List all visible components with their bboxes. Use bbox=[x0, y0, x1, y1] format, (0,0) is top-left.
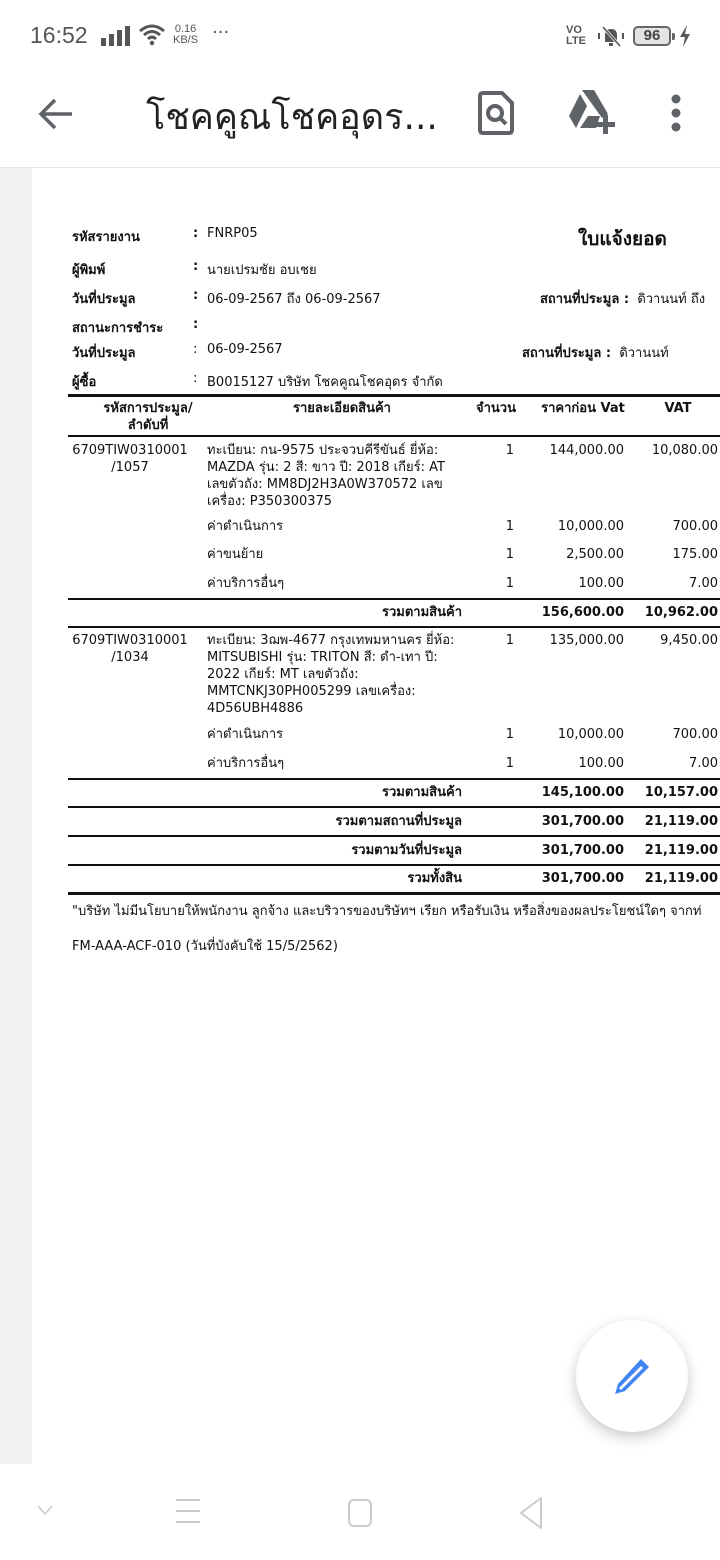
group-rule bbox=[68, 626, 720, 628]
item-vat: 175.00 bbox=[672, 547, 718, 562]
grand-total-vat: 21,119.00 bbox=[644, 871, 718, 886]
item-description: ค่าดำเนินการ bbox=[207, 727, 284, 742]
total-rule bbox=[68, 864, 720, 866]
item-description: ทะเบียน: 3ฌพ-4677 กรุงเทพมหานคร ยี่ห้อ: MITSUBISHI รุ่น: TRITON สี: ดำ-เทา ปี: 2022 เกียร์: MT เลขตัวถัง: MMTCNKJ30PH005299 เลขเครื่อง: 4D56UBH4886 bbox=[207, 633, 455, 716]
item-price: 144,000.00 bbox=[549, 443, 624, 458]
header-code-line2: ลำดับที่ bbox=[127, 418, 169, 433]
network-speed bbox=[173, 24, 198, 46]
edit-pencil-icon bbox=[610, 1354, 654, 1398]
field-label: ผู้พิมพ์ bbox=[72, 263, 106, 278]
item-price: 10,000.00 bbox=[557, 519, 624, 534]
header-price-before-vat: ราคาก่อน Vat bbox=[541, 401, 625, 416]
field-label: สถานที่ประมูล : bbox=[540, 292, 630, 307]
network-speed-unit: KB/S bbox=[173, 34, 199, 46]
signal-icon bbox=[101, 26, 131, 46]
field-label: วันที่ประมูล bbox=[72, 292, 136, 307]
network-speed-value: 0.16 bbox=[174, 23, 197, 35]
subtotal-vat: 10,962.00 bbox=[644, 605, 718, 620]
auction-code bbox=[72, 442, 188, 476]
field-colon: : bbox=[193, 317, 199, 332]
page-gutter bbox=[0, 168, 32, 1464]
status-bar bbox=[0, 0, 720, 70]
field-colon: : bbox=[193, 371, 198, 386]
document-page[interactable] bbox=[32, 168, 720, 1464]
field-label: สถานะการชำระ bbox=[72, 321, 164, 336]
item-quantity: 1 bbox=[505, 519, 514, 534]
field-label: รหัสรายงาน bbox=[72, 230, 140, 245]
item-vat: 700.00 bbox=[672, 727, 718, 742]
auction-code-line1: 6709TIW0310001 bbox=[72, 633, 188, 648]
auction-code-line1: 6709TIW0310001 bbox=[72, 443, 188, 458]
system-nav-bar bbox=[0, 1464, 720, 1560]
field-value: 06-09-2567 bbox=[207, 342, 283, 357]
item-vat: 700.00 bbox=[672, 519, 718, 534]
header-quantity: จำนวน bbox=[476, 401, 516, 416]
app-bar bbox=[0, 70, 720, 168]
subtotal-price: 156,600.00 bbox=[541, 605, 624, 620]
field-value: 06-09-2567 ถึง 06-09-2567 bbox=[207, 292, 381, 307]
auction-code bbox=[72, 632, 188, 666]
field-label: วันที่ประมูล bbox=[72, 346, 136, 361]
recents-icon[interactable] bbox=[174, 1498, 202, 1524]
report-title: ใบแจ้งยอด bbox=[578, 228, 667, 250]
subtotal-label: รวมตามสินค้า bbox=[382, 605, 462, 620]
total-rule bbox=[68, 806, 720, 808]
header-code-line1: รหัสการประมูล/ bbox=[103, 401, 193, 416]
grand-total-price: 301,700.00 bbox=[541, 871, 624, 886]
field-colon: : bbox=[193, 226, 199, 241]
header-description: รายละเอียดสินค้า bbox=[293, 401, 391, 416]
table-top-rule bbox=[68, 394, 720, 397]
item-description: ค่าบริการอื่นๆ bbox=[207, 576, 285, 591]
field-colon: : bbox=[193, 259, 199, 274]
field-value: ดิวานนท์ ถึง bbox=[637, 292, 706, 307]
item-price: 10,000.00 bbox=[557, 727, 624, 742]
policy-footnote: "บริษัท ไม่มีนโยบายให้พนักงาน ลูกจ้าง และบริวารของบริษัทฯ เรียก หรือรับเงิน หรือสิ่งของผลประโยชน์ใดๆ จากท่ bbox=[72, 904, 702, 919]
field-value: นายเปรมชัย อบเชย bbox=[207, 263, 317, 278]
item-description: ค่าดำเนินการ bbox=[207, 519, 284, 534]
subtotal-rule bbox=[68, 778, 720, 780]
header-rule bbox=[68, 435, 720, 437]
field-value: ดิวานนท์ bbox=[619, 346, 669, 361]
header-vat: VAT bbox=[664, 401, 692, 416]
status-time: 16:52 bbox=[30, 22, 88, 48]
back-arrow-icon[interactable] bbox=[34, 92, 78, 136]
more-notifications: ··· bbox=[212, 22, 230, 43]
document-title: โชคคูณโชคอุดร... bbox=[146, 97, 438, 138]
item-description: ค่าขนย้าย bbox=[207, 547, 264, 562]
volte-top: VO bbox=[566, 24, 582, 36]
item-quantity: 1 bbox=[505, 727, 514, 742]
field-value: B0015127 บริษัท โชคคูณโชคอุดร จำกัด bbox=[207, 375, 443, 390]
field-value: FNRP05 bbox=[207, 226, 258, 241]
item-vat: 7.00 bbox=[689, 576, 718, 591]
field-colon: : bbox=[193, 288, 199, 303]
total-by-date-vat: 21,119.00 bbox=[644, 843, 718, 858]
item-vat: 10,080.00 bbox=[651, 443, 718, 458]
total-by-location-price: 301,700.00 bbox=[541, 814, 624, 829]
total-by-location-vat: 21,119.00 bbox=[644, 814, 718, 829]
item-price: 2,500.00 bbox=[566, 547, 624, 562]
item-quantity: 1 bbox=[505, 576, 514, 591]
charging-icon bbox=[678, 25, 692, 47]
field-label: สถานที่ประมูล : bbox=[522, 346, 612, 361]
table-bottom-rule bbox=[68, 892, 720, 895]
find-in-page-icon[interactable] bbox=[476, 90, 516, 136]
item-quantity: 1 bbox=[505, 547, 514, 562]
battery-icon: 96 bbox=[633, 26, 671, 46]
grand-total-label: รวมทั้งสิน bbox=[407, 871, 462, 886]
item-description: ค่าบริการอื่นๆ bbox=[207, 756, 285, 771]
item-description: ทะเบียน: กน-9575 ประจวบคีรีขันธ์ ยี่ห้อ: MAZDA รุ่น: 2 สี: ขาว ปี: 2018 เกียร์: AT เลขตัวถัง: MM8DJ2H3A0W370572 เลขเครื่อง: P350300375 bbox=[207, 443, 445, 509]
wifi-icon bbox=[139, 24, 165, 46]
item-vat: 7.00 bbox=[689, 756, 718, 771]
item-price: 100.00 bbox=[578, 756, 624, 771]
item-price: 135,000.00 bbox=[549, 633, 624, 648]
back-triangle-icon[interactable] bbox=[518, 1496, 544, 1530]
item-quantity: 1 bbox=[505, 443, 514, 458]
field-label: ผู้ซื้อ bbox=[72, 375, 97, 390]
item-quantity: 1 bbox=[505, 756, 514, 771]
add-to-drive-icon[interactable] bbox=[566, 88, 618, 136]
field-location-range bbox=[540, 288, 705, 309]
item-vat: 9,450.00 bbox=[660, 633, 718, 648]
edit-button[interactable] bbox=[576, 1320, 688, 1432]
subtotal-price: 145,100.00 bbox=[541, 785, 624, 800]
form-code: FM-AAA-ACF-010 (วันที่บังคับใช้ 15/5/2562) bbox=[72, 939, 338, 954]
total-rule bbox=[68, 835, 720, 837]
hide-nav-chevron-icon[interactable] bbox=[36, 1504, 54, 1516]
subtotal-label: รวมตามสินค้า bbox=[382, 785, 462, 800]
subtotal-vat: 10,157.00 bbox=[644, 785, 718, 800]
volte-bottom: LTE bbox=[566, 35, 586, 47]
subtotal-rule bbox=[68, 598, 720, 600]
field-location bbox=[522, 342, 669, 363]
volte-indicator bbox=[566, 25, 586, 47]
total-by-date-label: รวมตามวันที่ประมูล bbox=[351, 843, 462, 858]
bell-muted-icon bbox=[596, 24, 626, 48]
home-icon[interactable] bbox=[347, 1498, 373, 1528]
field-colon: : bbox=[193, 342, 198, 357]
more-vert-icon[interactable] bbox=[664, 92, 688, 136]
total-by-location-label: รวมตามสถานที่ประมูล bbox=[335, 814, 462, 829]
auction-code-line2: /1057 bbox=[111, 460, 149, 475]
total-by-date-price: 301,700.00 bbox=[541, 843, 624, 858]
item-quantity: 1 bbox=[505, 633, 514, 648]
item-price: 100.00 bbox=[578, 576, 624, 591]
auction-code-line2: /1034 bbox=[111, 650, 149, 665]
